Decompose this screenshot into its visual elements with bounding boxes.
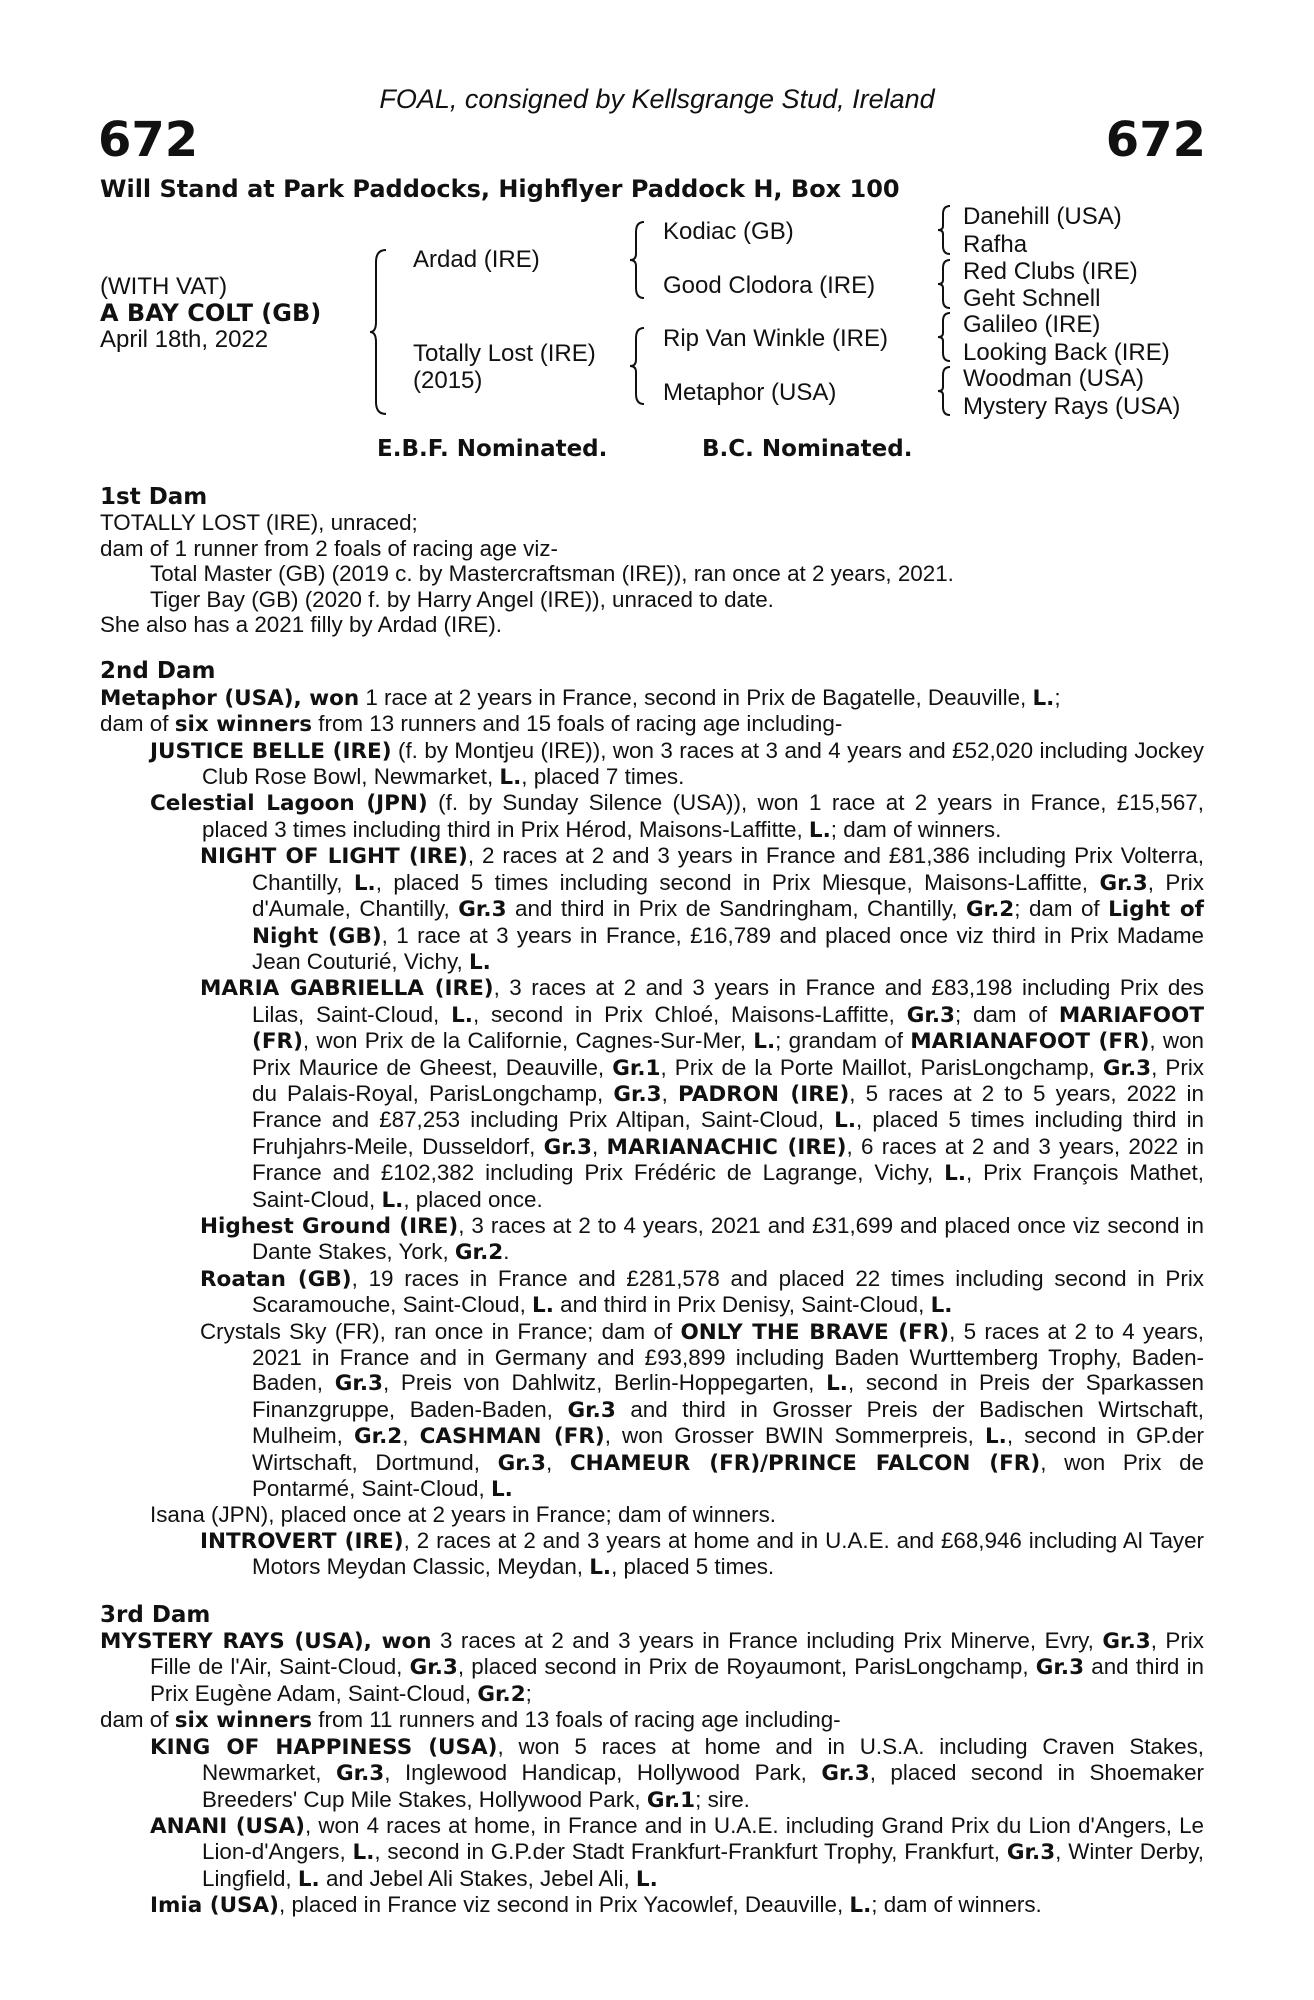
first-dam-produce-2: Tiger Bay (GB) (2020 f. by Harry Angel (IRE)), unraced to date. [150, 586, 774, 612]
pedigree-brace-ss [936, 204, 954, 256]
entry-anani: ANANI (USA), won 4 races at home, in France and in U.A.E. including Grand Prix du Lion d'Angers, Le Lion-d'Angers, L., second in G.P.der Stadt Frankfurt-Frankfurt Trophy, Frankfurt, Gr.3, Winter Derby, Lingfield, L. and Jebel Ali Stakes, Jebel Ali, L. [150, 1812, 1205, 1892]
entry-highest-ground: Highest Ground (IRE), 3 races at 2 to 4 years, 2021 and £31,699 and placed once viz second in Dante Stakes, York, Gr.2. [200, 1212, 1204, 1266]
vat-note: (WITH VAT) [100, 273, 228, 300]
consignor-line: FOAL, consigned by Kellsgrange Stud, Ireland [379, 84, 935, 114]
entry-celestial-lagoon: Celestial Lagoon (JPN) (f. by Sunday Silence (USA)), won 1 race at 2 years in France, £15,567, placed 3 times including third in Prix Hérod, Maisons-Laffitte, L.; dam of winners. [150, 790, 1204, 843]
pedigree-brace-sire [628, 220, 648, 300]
third-dam-intro: MYSTERY RAYS (USA), won 3 races at 2 and 3 years in France including Prix Minerve, Evry, Gr.3, Prix Fille de l'Air, Saint-Cloud, Gr.3, placed second in Prix de Royaumont, ParisLongchamp, Gr.3 and third in Prix Eugène Adam, Saint-Cloud, Gr.2; [100, 1628, 1204, 1707]
pedigree-brace-sd [936, 258, 954, 310]
bc-nomination: B.C. Nominated. [702, 436, 913, 462]
dam-dam: Metaphor (USA) [663, 379, 837, 406]
ds-dam: Looking Back (IRE) [963, 339, 1170, 366]
entry-king-of-happiness: KING OF HAPPINESS (USA), won 5 races at home and in U.S.A. including Craven Stakes, Newmarket, Gr.3, Inglewood Handicap, Hollywood Park, Gr.3, placed second in Shoemaker Breeders' Cup Mile Stakes, Hollywood Park, Gr.1; sire. [150, 1733, 1204, 1813]
ss-dam: Rafha [963, 231, 1028, 258]
entry-maria-gabriella: MARIA GABRIELLA (IRE), 3 races at 2 and 3 years in France and £83,198 including Prix des Lilas, Saint-Cloud, L., second in Prix Chloé, Maisons-Laffitte, Gr.3; dam of MARIAFOOT (FR), won Prix de la Californie, Cagnes-Sur-Mer, L.; grandam of MARIANAFOOT (FR), won Prix Maurice de Gheest, Deauville, Gr.1, Prix de la Porte Maillot, ParisLongchamp, Gr.3, Prix du Palais-Royal, ParisLongchamp, Gr.3, PADRON (IRE), 5 races at 2 to 5 years, 2022 in France and £87,253 including Prix Altipan, Saint-Cloud, L., placed 5 times including third in Fruhjahrs-Meile, Dusseldorf, Gr.3, MARIANACHIC (IRE), 6 races at 2 and 3 years, 2022 in France and £102,382 including Prix Frédéric de Lagrange, Vichy, L., Prix François Mathet, Saint-Cloud, L., placed once. [200, 975, 1204, 1213]
entry-justice-belle: JUSTICE BELLE (IRE) (f. by Montjeu (IRE)), won 3 races at 3 and 4 years and £52,020 including Jockey Club Rose Bowl, Newmarket, L., placed 7 times. [150, 737, 1205, 791]
first-dam-line-1: TOTALLY LOST (IRE), unraced; [100, 510, 418, 536]
dam-sire: Rip Van Winkle (IRE) [663, 325, 888, 352]
first-dam-line-2: dam of 1 runner from 2 foals of racing age viz- [100, 535, 558, 561]
pedigree-brace-dd [936, 365, 954, 417]
lot-number-left: 672 [98, 112, 199, 168]
first-dam-produce-1: Total Master (GB) (2019 c. by Mastercraftsman (IRE)), ran once at 2 years, 2021. [150, 561, 954, 587]
dd-sire: Woodman (USA) [963, 365, 1144, 392]
horse-name: A BAY COLT (GB) [100, 299, 322, 327]
entry-introvert: INTROVERT (IRE), 2 races at 2 and 3 years at home and in U.A.E. and £68,946 including Al Tayer Motors Meydan Classic, Meydan, L., placed 5 times. [200, 1527, 1205, 1581]
ds-sire: Galileo (IRE) [963, 311, 1101, 338]
sire-dam: Good Clodora (IRE) [663, 272, 876, 299]
third-dam-heading: 3rd Dam [100, 1601, 211, 1628]
catalogue-body [100, 485, 1204, 1919]
entry-imia: Imia (USA), placed in France viz second in Prix Yacowlef, Deauville, L.; dam of winners. [150, 1892, 1042, 1919]
entry-roatan: Roatan (GB), 19 races in France and £281,578 and placed 22 times including second in Prix Scaramouche, Saint-Cloud, L. and third in Prix Denisy, Saint-Cloud, L. [200, 1265, 1204, 1319]
first-dam-line-5: She also has a 2021 filly by Ardad (IRE). [100, 612, 503, 638]
first-dam-heading: 1st Dam [100, 484, 208, 510]
sire: Ardad (IRE) [413, 246, 540, 273]
lot-number-right: 672 [1105, 112, 1206, 168]
third-dam-summary: dam of six winners from 11 runners and 13 foals of racing age including- [100, 1707, 841, 1734]
dam-year: (2015) [413, 367, 483, 394]
entry-night-of-light: NIGHT OF LIGHT (IRE), 2 races at 2 and 3 years in France and £81,386 including Prix Volterra, Chantilly, L., placed 5 times including second in Prix Miesque, Maisons-Laffitte, Gr.3, Prix d'Aumale, Chantilly, Gr.3 and third in Prix de Sandringham, Chantilly, Gr.2; dam of Light of Night (GB), 1 race at 3 years in France, £16,789 and placed once viz third in Prix Madame Jean Couturié, Vichy, L. [200, 843, 1205, 975]
entry-crystals-sky: Crystals Sky (FR), ran once in France; dam of ONLY THE BRAVE (FR), 5 races at 2 to 4 years, 2021 in France and in Germany and £93,899 including Baden Wurttemberg Trophy, Baden-Baden, Gr.3, Preis von Dahlwitz, Berlin-Hoppegarten, L., second in Preis der Sparkassen Finanzgruppe, Baden-Baden, Gr.3 and third in Grosser Preis der Badischen Wirtschaft, Mulheim, Gr.2, CASHMAN (FR), won Grosser BWIN Sommerpreis, L., second in GP.der Wirtschaft, Dortmund, Gr.3, CHAMEUR (FR)/PRINCE FALCON (FR), won Prix de Pontarmé, Saint-Cloud, L. [200, 1318, 1204, 1503]
foaling-date: April 18th, 2022 [100, 326, 269, 353]
ss-sire: Danehill (USA) [963, 203, 1122, 230]
pedigree-brace-ds [936, 311, 954, 363]
second-dam-summary: dam of six winners from 13 runners and 15 foals of racing age including- [100, 711, 843, 738]
pedigree-brace-1 [368, 248, 390, 416]
pedigree-brace-dam [628, 326, 648, 406]
dd-dam: Mystery Rays (USA) [963, 393, 1181, 420]
second-dam-heading: 2nd Dam [100, 658, 216, 685]
second-dam-intro: Metaphor (USA), won 1 race at 2 years in France, second in Prix de Bagatelle, Deauville, L.; [100, 684, 1061, 711]
sire-sire: Kodiac (GB) [663, 218, 794, 245]
sd-sire: Red Clubs (IRE) [963, 258, 1138, 285]
entry-isana: Isana (JPN), placed once at 2 years in France; dam of winners. [150, 1502, 776, 1528]
ebf-nomination: E.B.F. Nominated. [377, 436, 608, 462]
sd-dam: Geht Schnell [963, 285, 1101, 312]
location-line: Will Stand at Park Paddocks, Highflyer Paddock H, Box 100 [100, 175, 900, 203]
dam: Totally Lost (IRE) [413, 340, 596, 367]
